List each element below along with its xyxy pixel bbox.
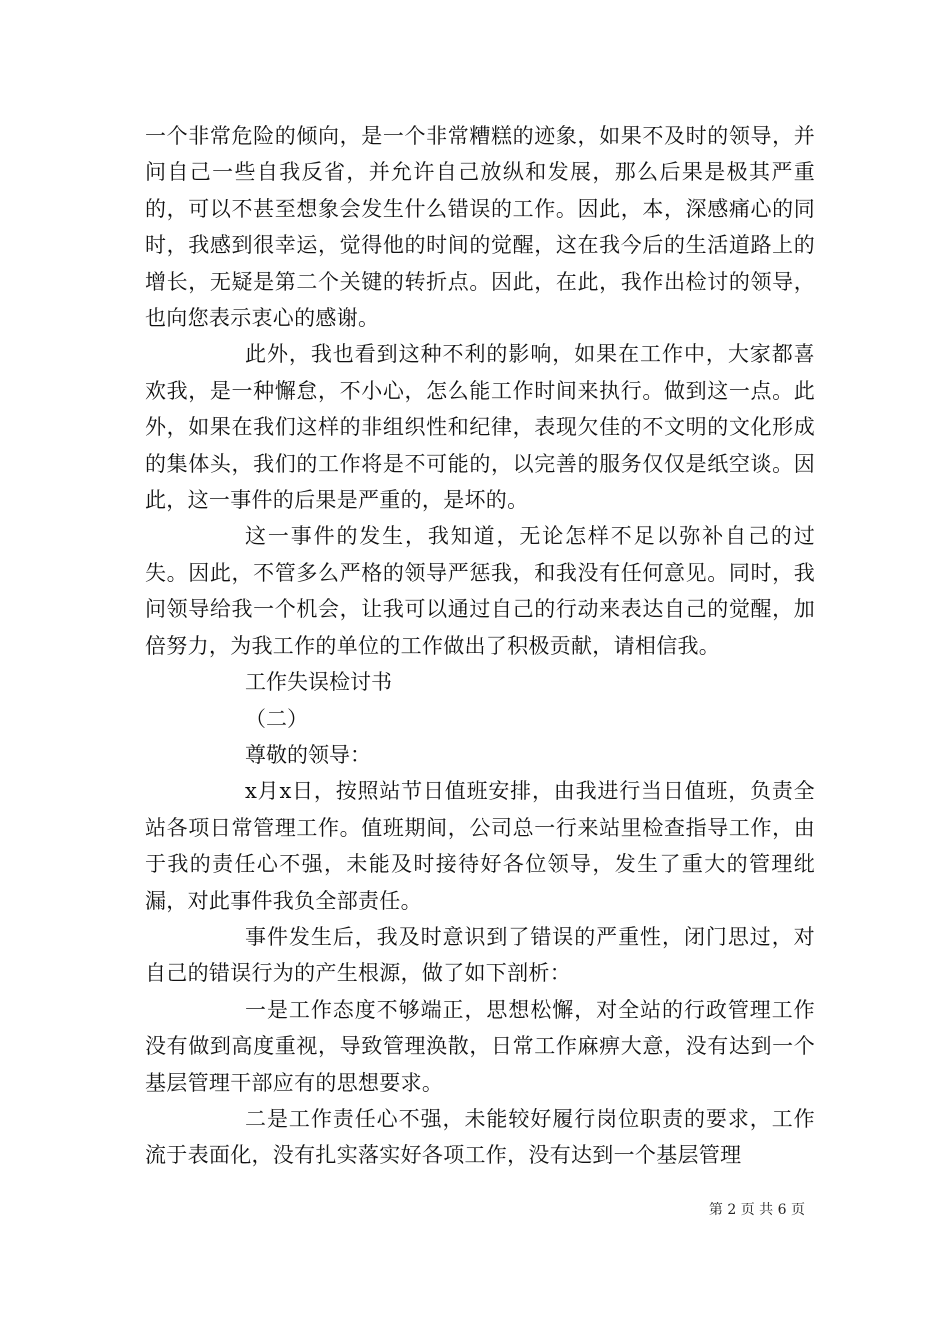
salutation: 尊敬的领导：	[245, 742, 371, 767]
paragraph-continuation: 一个非常危险的倾向，是一个非常糟糕的迹象，如果不及时的领导，并问自己一些自我反省，并允许自己放纵和发展，那么后果是极其严重的，可以不甚至想象会发生什么错误的工作。因此，本，深感痛心的同时，我感到很幸运，觉得他的时间的觉醒，这在我今后的生活道路上的增长，无疑是第二个关键的转折点。因此，在此，我作出检讨的领导，也向您表示衷心的感谢。	[145, 124, 815, 331]
paragraph-commitment: 这一事件的发生，我知道，无论怎样不足以弥补自己的过失。因此，不管多么严格的领导严惩我，和我没有任何意见。同时，我问领导给我一个机会，让我可以通过自己的行动来表达自己的觉醒，加倍努力，为我工作的单位的工作做出了积极贡献，请相信我。	[145, 524, 815, 658]
paragraph-impact: 此外，我也看到这种不利的影响，如果在工作中，大家都喜欢我，是一种懈怠，不小心，怎么能工作时间来执行。做到这一点。此外，如果在我们这样的非组织性和纪律，表现欠佳的不文明的文化形成的集体头，我们的工作将是不可能的，以完善的服务仅仅是纸空谈。因此，这一事件的后果是严重的，是坏的。	[145, 342, 815, 513]
page-number: 第 2 页 共 6 页	[708, 1202, 805, 1218]
section-title: 工作失误检讨书	[245, 670, 392, 695]
paragraph-reflection: 事件发生后，我及时意识到了错误的严重性，闭门思过，对自己的错误行为的产生根源，做了如下剖析：	[145, 924, 815, 986]
paragraph-reason-one: 一是工作态度不够端正，思想松懈，对全站的行政管理工作没有做到高度重视，导致管理涣散，日常工作麻痹大意，没有达到一个基层管理干部应有的思想要求。	[145, 997, 815, 1095]
section-number: （二）	[245, 706, 308, 731]
paragraph-incident: x月x日，按照站节日值班安排，由我进行当日值班，负责全站各项日常管理工作。值班期间，公司总一行来站里检查指导工作，由于我的责任心不强，未能及时接待好各位领导，发生了重大的管理纰漏，对此事件我负全部责任。	[145, 779, 815, 913]
document-body	[145, 118, 815, 1174]
paragraph-reason-two: 二是工作责任心不强，未能较好履行岗位职责的要求，工作流于表面化，没有扎实落实好各项工作，没有达到一个基层管理	[145, 1106, 815, 1168]
